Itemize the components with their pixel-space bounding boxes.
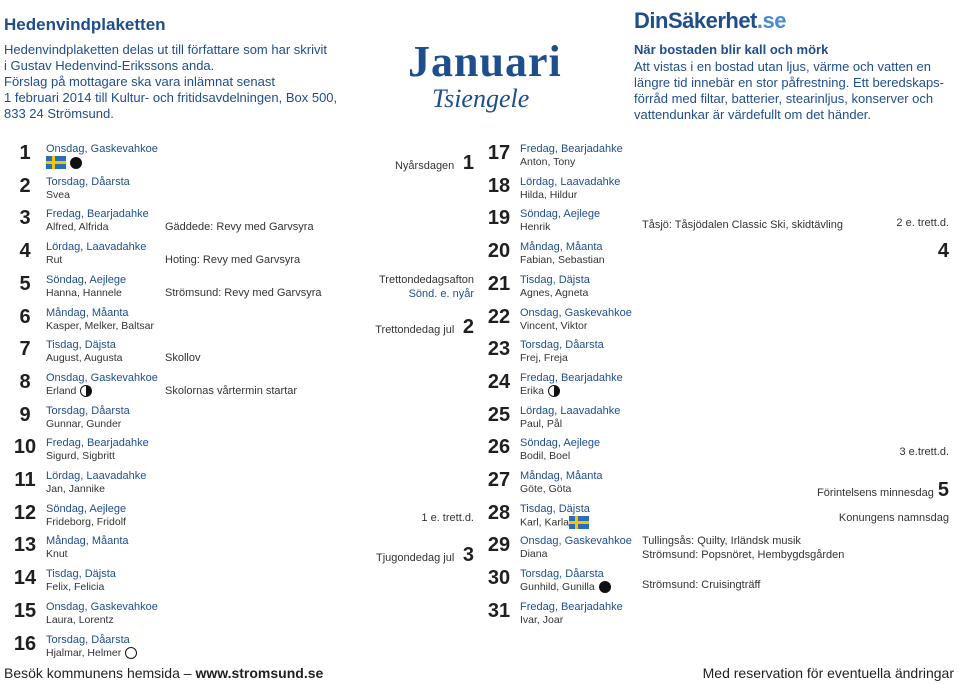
right-note [817, 479, 949, 502]
weekday-name: Fredag, Bearjadahke [520, 143, 623, 155]
weekday-name: Lördag, Laavadahke [520, 175, 621, 188]
weekday-name: Söndag, Aejlege [520, 437, 601, 450]
name-day: Anton, Tony [520, 156, 576, 168]
weekday-name: Måndag, Måanta [520, 241, 603, 254]
name-day: Agnes, Agneta [520, 286, 589, 299]
day-number: 4 [19, 240, 31, 263]
day-number: 5 [19, 272, 31, 295]
swedish-flag-icon [569, 516, 589, 529]
month-subtitle: Tsiengele [432, 84, 530, 113]
day-number: 15 [13, 599, 37, 622]
page-title: Hedenvindplaketten [4, 15, 166, 34]
weekday-name: Tisdag, Däjsta [520, 273, 590, 286]
intro-line: Förslag på mottagare ska vara inlämnat senast [4, 74, 275, 89]
name-day: Diana [520, 548, 548, 561]
day-number: 9 [19, 403, 31, 426]
footer-prefix: Besök kommunens hemsida – [4, 665, 196, 681]
holiday-label: Trettondedagsafton [379, 273, 474, 286]
name-day: Alfred, Alfrida [46, 221, 109, 234]
event-text: Tullingsås: Quilty, Irländsk musik [642, 535, 801, 548]
half-moon-icon [80, 385, 92, 397]
day-number: 31 [487, 599, 511, 622]
day-number: 23 [487, 338, 511, 361]
day-number: 2 [19, 174, 31, 197]
name-day: Rut [46, 254, 63, 267]
name-day: Gunhild, Gunilla [520, 581, 611, 593]
right-note [934, 240, 949, 263]
day-number: 12 [13, 501, 37, 524]
event-text: Hoting: Revy med Garvsyra [165, 254, 301, 267]
intro-text [4, 42, 354, 122]
day-number: 20 [487, 240, 511, 263]
holiday-label: Tjugondedag jul [376, 552, 455, 565]
intro-line: 1 februari 2014 till Kultur- och fritidsavdelningen, Box 500, [4, 90, 338, 105]
event-text: Strömsund: Cruisingträff [642, 579, 761, 592]
logo-main: DinSäkerhet [634, 8, 757, 33]
weekday-name: Lördag, Laavadahke [46, 470, 147, 482]
weekday-name: Lördag, Laavadahke [46, 241, 147, 254]
name-day: Hanna, Hannele [46, 286, 122, 299]
weekday-name: Onsdag, Gaskevahkoe [46, 143, 158, 155]
weekday-name: Torsdag, Dåarsta [46, 175, 130, 188]
name-day: Göte, Göta [520, 483, 572, 495]
name-day: Ivar, Joar [520, 613, 564, 626]
day-number: 1 [19, 142, 31, 164]
name-day: Kasper, Melker, Baltsar [46, 319, 154, 332]
weekday-name: Torsdag, Dåarsta [46, 404, 130, 417]
holiday-sub: Sönd. e. nyår [408, 287, 474, 300]
weekday-name: Torsdag, Dåarsta [520, 339, 604, 352]
logo-tld: .se [756, 8, 786, 33]
weekday-name: Lördag, Laavadahke [520, 404, 621, 417]
new-moon-icon [70, 157, 82, 169]
name-day: Laura, Lorentz [46, 613, 114, 626]
weekday-name: Fredag, Bearjadahke [46, 437, 149, 450]
day-number: 17 [487, 142, 511, 164]
swedish-flag-icon [46, 156, 66, 169]
day-number: 27 [487, 469, 511, 491]
holiday [376, 544, 474, 567]
day-number: 19 [487, 207, 511, 230]
day-number: 18 [487, 174, 511, 197]
intro-line: i Gustav Hedenvind-Erikssons anda. [4, 58, 215, 73]
weekday-name: Söndag, Aejlege [46, 502, 127, 515]
event-text: Tåsjö: Tåsjödalen Classic Ski, skidtävling [642, 219, 843, 232]
half-moon-icon [548, 385, 560, 397]
weekday-name: Torsdag, Dåarsta [520, 568, 604, 581]
day-number: 28 [487, 501, 511, 524]
weekday-name: Onsdag, Gaskevahkoe [520, 535, 632, 548]
holiday [421, 512, 474, 524]
day-number: 29 [487, 534, 511, 557]
day-number: 3 [19, 207, 31, 230]
day-number: 25 [487, 403, 511, 426]
name-day: Karl, Karla [520, 516, 589, 529]
name-day: Hjalmar, Helmer [46, 647, 137, 659]
name-day: Henrik [520, 221, 551, 234]
ad-text: Att vistas i en bostad utan ljus, värme och vatten en längre tid innebär en stor påfrestning. Ett beredskaps-förråd med filtar, batterier, stearinljus, konserver och vattendunkar är värdefullt om det händer. [634, 59, 945, 122]
day-number: 10 [13, 436, 37, 459]
name-day: Jan, Jannike [46, 483, 105, 495]
holiday-label: Trettondedag jul [375, 323, 455, 336]
dinsakerhet-logo [634, 8, 786, 34]
weekday-name: Fredag, Bearjadahke [520, 600, 623, 613]
weekday-name: Måndag, Måanta [520, 470, 603, 482]
right-note-number: 5 [937, 479, 949, 501]
website-link[interactable]: www.stromsund.se [195, 665, 324, 681]
holiday [395, 152, 474, 175]
holiday-label: 1 e. trett.d. [421, 511, 474, 524]
day-number: 8 [19, 370, 31, 393]
event-text: Strömsund: Revy med Garvsyra [165, 286, 322, 299]
name-day: Felix, Felicia [46, 581, 105, 594]
name-day: Erika [520, 385, 560, 397]
event-text: Skolornas vårtermin startar [165, 384, 298, 397]
name-day: Fabian, Sebastian [520, 254, 605, 267]
intro-line: Hedenvindplaketten delas ut till författare som har skrivit [4, 42, 327, 57]
event-text: Skollov [165, 352, 201, 365]
holiday-number: 2 [457, 315, 474, 338]
weekday-name: Tisdag, Däjsta [46, 568, 116, 581]
weekday-name: Onsdag, Gaskevahkoe [46, 600, 158, 613]
day-number: 24 [487, 370, 511, 393]
name-day: August, Augusta [46, 352, 123, 365]
day-number: 13 [13, 534, 37, 557]
day-number: 30 [487, 567, 511, 590]
name-day: Vincent, Viktor [520, 319, 588, 332]
weekday-name: Måndag, Måanta [46, 535, 129, 548]
right-note [896, 217, 949, 229]
day-number: 16 [13, 632, 37, 655]
footer-disclaimer: Med reservation för eventuella ändringar [702, 665, 954, 681]
name-day [46, 156, 82, 169]
right-note-label: 3 e.trett.d. [899, 446, 949, 459]
day-number: 7 [19, 338, 31, 361]
event-text: Strömsund: Popsnöret, Hembygdsgården [642, 549, 845, 562]
day-number: 11 [14, 469, 36, 491]
day-number: 21 [487, 272, 511, 295]
weekday-name: Tisdag, Däjsta [46, 339, 116, 352]
weekday-name: Torsdag, Dåarsta [46, 633, 130, 646]
right-note-number: 4 [937, 240, 949, 263]
holiday-number: 1 [457, 152, 474, 174]
full-moon-icon [125, 647, 137, 659]
month-title: Januari [408, 37, 562, 86]
weekday-name: Söndag, Aejlege [46, 273, 127, 286]
holiday [379, 274, 474, 286]
day-number: 22 [487, 305, 511, 328]
name-day: Frideborg, Fridolf [46, 515, 126, 528]
weekday-name: Fredag, Bearjadahke [520, 371, 623, 384]
holiday-number: 3 [457, 544, 474, 567]
right-note [839, 512, 949, 524]
weekday-name: Söndag, Aejlege [520, 208, 601, 221]
holiday-label: Nyårsdagen [394, 160, 455, 172]
name-day: Paul, Pål [520, 417, 563, 430]
intro-line: 833 24 Strömsund. [4, 106, 114, 121]
right-note [899, 446, 949, 458]
name-day: Hilda, Hildur [520, 188, 578, 201]
name-day: Knut [46, 548, 68, 561]
day-number: 6 [19, 305, 31, 328]
right-note-label: Förintelsens minnesdag [817, 487, 934, 499]
name-day: Frej, Freja [520, 352, 568, 365]
event-text: Gäddede: Revy med Garvsyra [165, 221, 314, 234]
ad-title: När bostaden blir kall och mörk [634, 42, 829, 57]
day-number: 14 [13, 567, 37, 590]
new-moon-icon [599, 581, 611, 593]
name-day: Bodil, Boel [520, 450, 571, 463]
right-note-label: 2 e. trett.d. [896, 217, 949, 230]
name-day: Svea [46, 188, 70, 201]
holiday [375, 316, 474, 339]
name-day: Gunnar, Gunder [46, 417, 122, 430]
name-day: Sigurd, Sigbritt [46, 450, 115, 463]
name-day: Erland [46, 385, 92, 397]
weekday-name: Onsdag, Gaskevahkoe [520, 306, 632, 319]
day-number: 26 [487, 436, 511, 459]
weekday-name: Onsdag, Gaskevahkoe [46, 371, 158, 384]
weekday-name: Måndag, Måanta [46, 306, 129, 319]
weekday-name: Tisdag, Däjsta [520, 502, 590, 515]
weekday-name: Fredag, Bearjadahke [46, 208, 149, 221]
footer-website [4, 665, 323, 681]
right-note-label: Konungens namnsdag [838, 511, 949, 524]
